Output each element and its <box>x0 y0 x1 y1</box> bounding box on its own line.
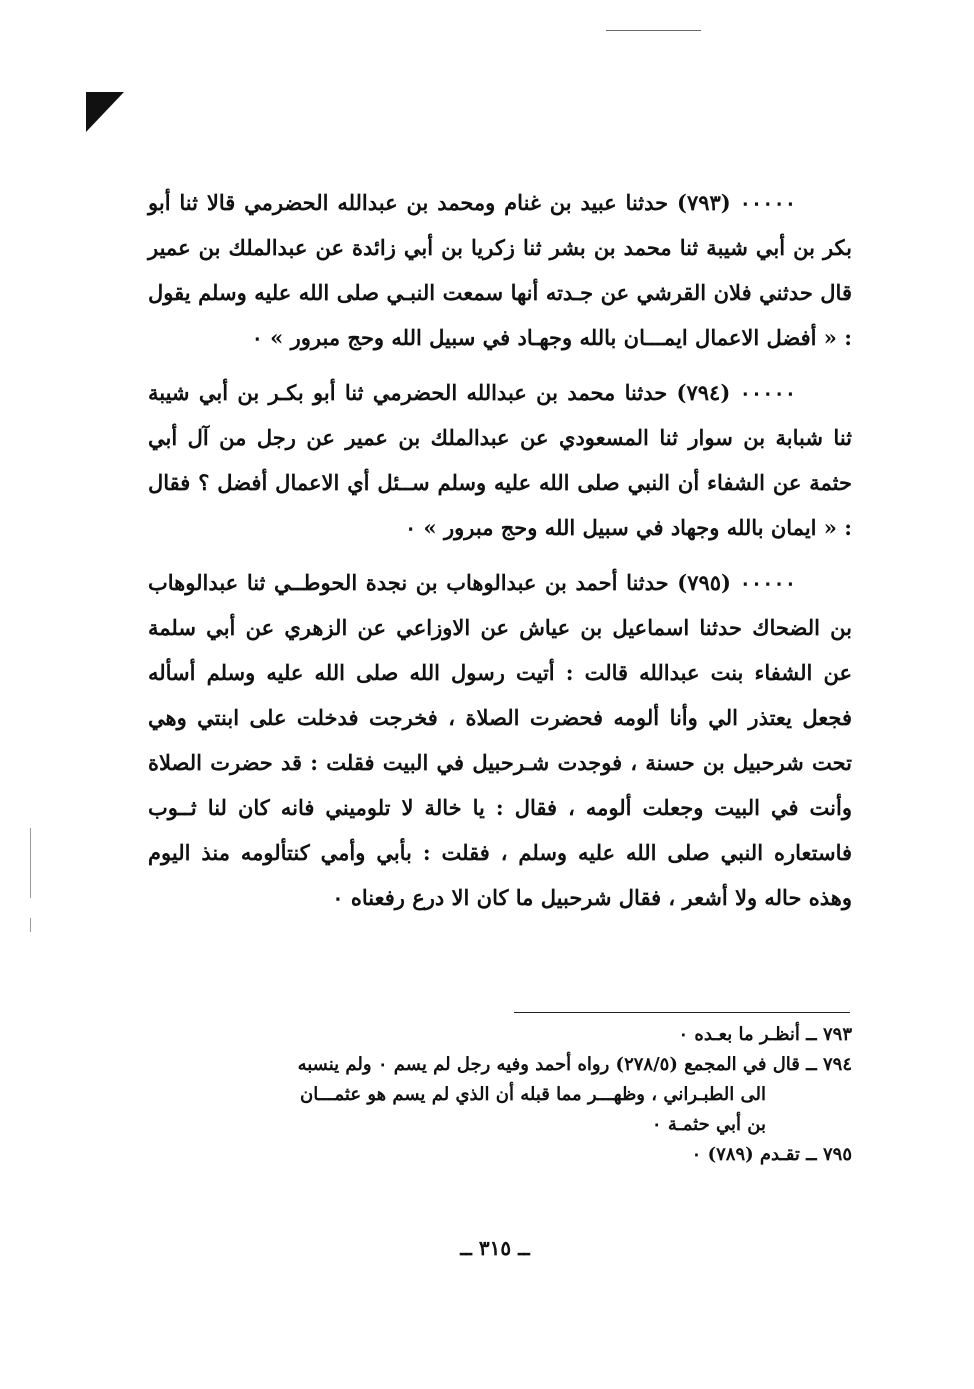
footnote-795: ٧٩٥ ــ تقـدم (٧٨٩) ٠ <box>691 1144 852 1165</box>
margin-line <box>30 918 31 932</box>
footnotes <box>148 1020 852 1170</box>
footnote-793: ٧٩٣ ــ أنظـر ما بعـده ٠ <box>678 1024 852 1045</box>
hadith-794: ٠٠٠٠٠ (٧٩٤) حدثنا محمد بن عبدالله الحضرمي ثنا أبو بكـر بن أبي شيبة ثنا شبابة بن سوار ثنا المسعودي عن عبدالملك بن عمير عن رجل من آل أبي حثمة عن الشفاء أن النبي صلى الله عليه وسلم ســئل أي الاعمال أفضل ؟ فقال : « ايمان بالله وجهاد في سبيل الله وحج مبرور » ٠ <box>148 380 852 540</box>
top-rule <box>606 30 701 31</box>
margin-line <box>30 828 31 898</box>
corner-mark <box>86 92 124 132</box>
hadith-795: ٠٠٠٠٠ (٧٩٥) حدثنا أحمد بن عبدالوهاب بن نجدة الحوطــي ثنا عبدالوهاب بن الضحاك حدثنا اسماعيل بن عياش عن الاوزاعي عن الزهري عن أبي سلمة عن الشفاء بنت عبدالله قالت : أتيت رسول الله صلى الله عليه وسلم أسأله فجعل يعتذر الي وأنا ألومه فحضرت الصلاة ، فخرجت فدخلت على ابنتي وهي تحت شرحبيل بن حسنة ، فوجدت شـرحبيل في البيت فقلت : قد حضرت الصلاة وأنت في البيت وجعلت ألومه ، فقال : يا خالة لا تلوميني فانه كان لنا ثــوب فاستعاره النبي صلى الله عليه وسلم ، فقلت : بأبي وأمي كنتألومه منذ اليوم وهذه حاله ولا أشعر ، فقال شرحبيل ما كان الا درع رفعناه ٠ <box>148 570 852 910</box>
footnote-794-cont2: بن أبي حثمـة ٠ <box>651 1114 766 1135</box>
footnote-divider <box>514 1012 850 1013</box>
footnote-794: ٧٩٤ ــ قال في المجمع (٢٧٨/٥) رواه أحمد وفيه رجل لم يسم ٠ ولم ينسبه <box>297 1054 852 1075</box>
main-text <box>148 180 852 930</box>
page-number: ــ ٣١٥ ــ <box>460 1236 530 1260</box>
hadith-793: ٠٠٠٠٠ (٧٩٣) حدثنا عبيد بن غنام ومحمد بن عبدالله الحضرمي قالا ثنا أبو بكر بن أبي شيبة ثنا محمد بن بشر ثنا زكريا بن أبي زائدة عن عبدالملك بن عمير قال حدثني فلان القرشي عن جـدته أنها سمعت النبـي صلى الله عليه وسلم يقول : « أفضل الاعمال ايمـــان بالله وجهـاد في سبيل الله وحج مبرور » ٠ <box>148 190 852 350</box>
footnote-794-cont: الى الطبـراني ، وظهـــر مما قبله أن الذي لم يسم هو عثمـــان <box>299 1084 766 1105</box>
